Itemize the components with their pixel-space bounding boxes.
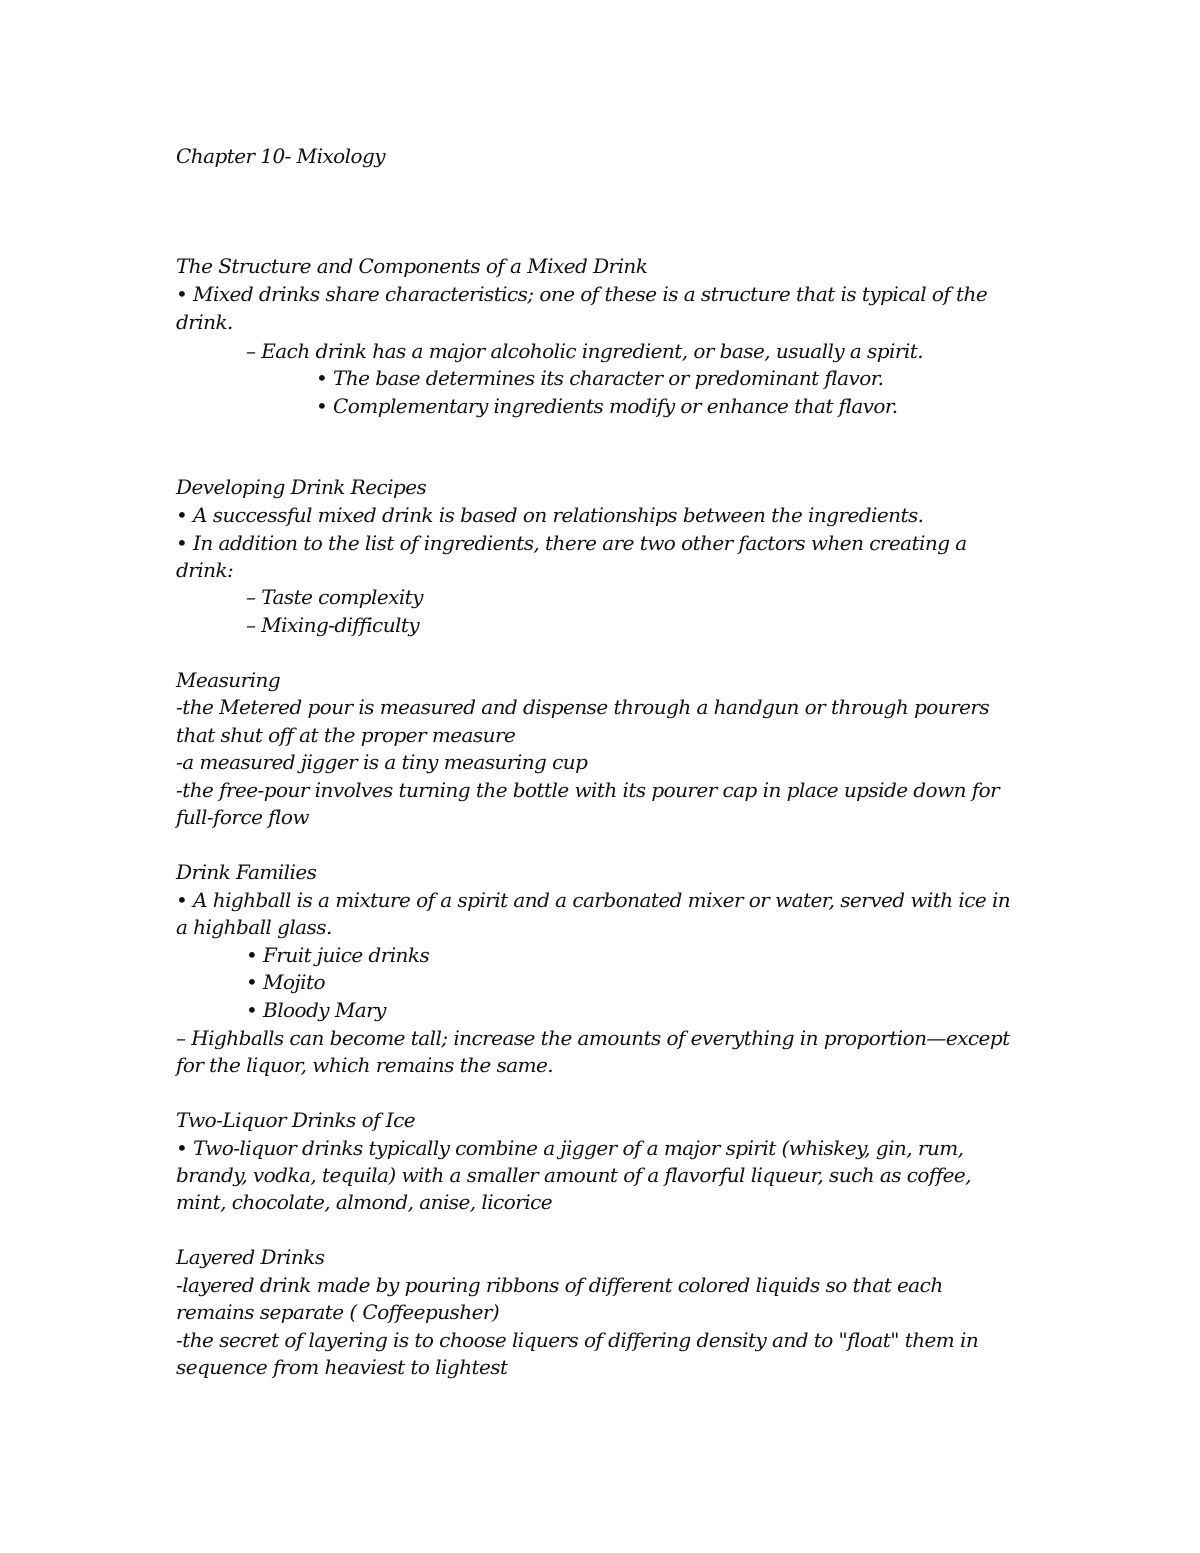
section-heading: Measuring (176, 668, 281, 692)
bullet-line: • In addition to the list of ingredients, there are two other factors when creating a (176, 531, 967, 555)
text-line: full-force flow (176, 805, 309, 829)
text-line: for the liquor, which remains the same. (176, 1053, 554, 1077)
bullet-line: • A successful mixed drink is based on relationships between the ingredients. (176, 503, 924, 527)
text-line: a highball glass. (176, 915, 332, 939)
page-title: Chapter 10- Mixology (176, 144, 386, 168)
sub-bullet-line: • Fruit juice drinks (246, 943, 430, 967)
sub-bullet-line: • Mojito (246, 970, 325, 994)
sub-sub-bullet-line: • Complementary ingredients modify or enhance that flavor. (316, 394, 898, 418)
section-heading: Developing Drink Recipes (176, 475, 427, 499)
text-line: -the secret of layering is to choose liquers of differing density and to "float" them in (176, 1328, 979, 1352)
sub-bullet-line: – Each drink has a major alcoholic ingredient, or base, usually a spirit. (246, 339, 924, 363)
section-heading: Two-Liquor Drinks of Ice (176, 1108, 416, 1132)
text-line: sequence from heaviest to lightest (176, 1355, 508, 1379)
section-heading: Layered Drinks (176, 1245, 325, 1269)
text-line: remains separate ( Coffeepusher) (176, 1300, 500, 1324)
text-line: drink: (176, 558, 234, 582)
bullet-line: • Two-liquor drinks typically combine a jigger of a major spirit (whiskey, gin, rum, (176, 1136, 964, 1160)
sub-bullet-line: – Mixing-difficulty (246, 613, 420, 637)
text-line: -the free-pour involves turning the bottle with its pourer cap in place upside down for (176, 778, 1000, 802)
text-line: -layered drink made by pouring ribbons of different colored liquids so that each (176, 1273, 943, 1297)
text-line: mint, chocolate, almond, anise, licorice (176, 1190, 553, 1214)
section-heading: Drink Families (176, 860, 317, 884)
bullet-line: • Mixed drinks share characteristics; one of these is a structure that is typical of the (176, 282, 988, 306)
bullet-line: • A highball is a mixture of a spirit and a carbonated mixer or water, served with ice in (176, 888, 1011, 912)
sub-bullet-line: • Bloody Mary (246, 998, 386, 1022)
text-line: drink. (176, 310, 233, 334)
sub-bullet-line: – Taste complexity (246, 585, 423, 609)
text-line: brandy, vodka, tequila) with a smaller amount of a flavorful liqueur, such as coffee, (176, 1163, 971, 1187)
section-heading: The Structure and Components of a Mixed Drink (176, 254, 648, 278)
sub-sub-bullet-line: • The base determines its character or predominant flavor. (316, 366, 884, 390)
text-line: that shut off at the proper measure (176, 723, 516, 747)
text-line: – Highballs can become tall; increase the amounts of everything in proportion—except (176, 1026, 1010, 1050)
text-line: -the Metered pour is measured and dispense through a handgun or through pourers (176, 695, 990, 719)
text-line: -a measured jigger is a tiny measuring cup (176, 750, 588, 774)
